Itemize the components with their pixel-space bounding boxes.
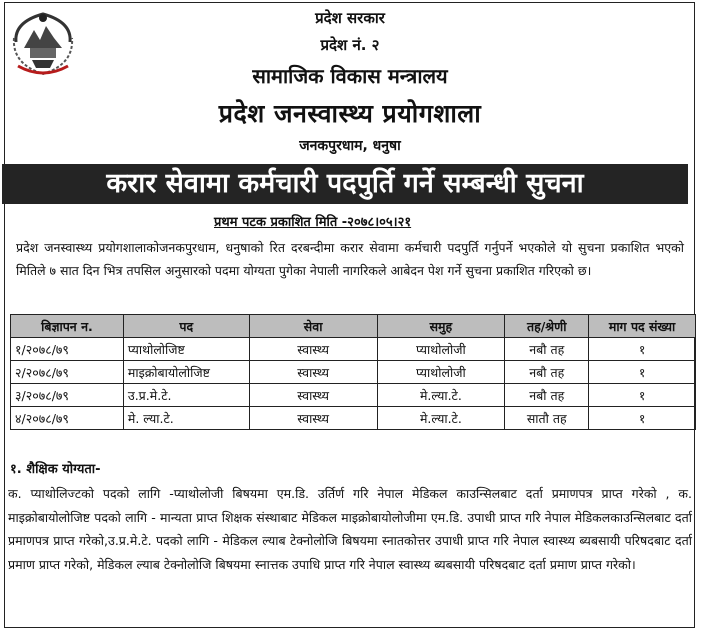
qualification-heading: १. शैक्षिक योग्यता- [10,462,101,477]
qualification-text: क. प्याथोलिज्टको पदको लागि -प्याथोलोजी बिषयमा एम.डि. उर्तिर्ण गरि नेपाल मेडिकल काउन्सिलबाट दर्ता प्रमाणपत्र प्राप्त गरेको , क. माइक्रोबायोलोजिष्ट पदको लागि - मान्यता प्राप्त शिक्षक संस्थाबाट मेडिकल माइक्रोबायोलोजीमा एम.डि. उपाधी प्राप्त गरि नेपाल मेडिकलकाउन्सिलबाट दर्ता प्रमाणपत्र प्राप्त गरेको,उ.प्र.मे.टे. पदको लागि - मेडिकल ल्याब टेक्नोलोजि बिषयमा स्नातकोत्तर उपाधी प्राप्त गरि नेपाल स्वास्थ्य ब्यबसायी परिषदबाट दर्ता प्रमाण प्राप्त गरेको, मेडिकल ल्याब टेक्नोलोजि बिषयमा स्नात्तक उपाधि प्राप्त गरि नेपाल स्वास्थ्य ब्यबसायी परिषदबाट दर्ता प्रमाण प्राप्त गरेको। [8,486,692,572]
cell-group: मे.ल्या.टे. [377,407,505,430]
cell-service: स्वास्थ्य [249,407,377,430]
published-date: प्रथम पटक प्रकाशित मिति -२०७८।०५।२१ [214,215,412,230]
cell-demand-count: १ [589,338,696,361]
header-line-2: प्रदेश नं. २ [320,36,380,54]
cell-service: स्वास्थ्य [249,338,377,361]
cell-post: माइक्रोबायोलोजिष्ट [123,361,249,384]
nepal-emblem-icon [10,8,76,78]
cell-group: प्याथोलोजी [377,361,505,384]
cell-service: स्वास्थ्य [249,361,377,384]
table-row [11,384,696,407]
vacancy-table [10,314,696,430]
cell-ad-number: २/२०७८/७९ [11,361,124,384]
cell-demand-count: १ [589,361,696,384]
table-row [11,338,696,361]
column-header-ad-number: बिज्ञापन न. [11,315,124,338]
cell-group: मे.ल्या.टे. [377,384,505,407]
cell-demand-count: १ [589,384,696,407]
cell-post: मे. ल्या.टे. [123,407,249,430]
table-header-row [11,315,696,338]
cell-level: नबौ तह [505,361,589,384]
cell-post: उ.प्र.मे.टे. [123,384,249,407]
column-header-level: तह/श्रेणी [505,315,589,338]
column-header-group: समुह [377,315,505,338]
intro-paragraph: प्रदेश जनस्वास्थ्य प्रयोगशालाकोजनकपुरधाम, धनुषाको रित दरबन्दीमा करार सेवामा कर्मचारी पदपुर्ति गर्नुपर्ने भएकोले यो सुचना प्रकाशित भएको मितिले ७ सात दिन भित्र तपसिल अनुसारको पदमा योग्यता पुगेका नेपाली नागरिकले आबेदन पेश गर्ने सुचना प्रकाशित गरिएको छ। [16,240,684,278]
cell-ad-number: ४/२०७८/७९ [11,407,124,430]
header-line-1: प्रदेश सरकार [315,9,385,27]
cell-service: स्वास्थ्य [249,384,377,407]
notice-title-banner: करार सेवामा कर्मचारी पदपुर्ति गर्ने सम्बन्धी सुचना [2,164,688,204]
ministry-name: सामाजिक विकास मन्त्रालय [252,64,448,88]
cell-level: सातौ तह [505,407,589,430]
cell-ad-number: ३/२०७८/७९ [11,384,124,407]
cell-level: नबौ तह [505,384,589,407]
table-row [11,361,696,384]
cell-group: प्याथोलोजी [377,338,505,361]
lab-name: प्रदेश जनस्वास्थ्य प्रयोगशाला [218,99,482,128]
location: जनकपुरधाम, धनुषा [299,138,401,154]
cell-ad-number: १/२०७८/७९ [11,338,124,361]
cell-post: प्याथोलोजिष्ट [123,338,249,361]
column-header-demand-count: माग पद संख्या [589,315,696,338]
table-row [11,407,696,430]
cell-demand-count: १ [589,407,696,430]
cell-level: नबौ तह [505,338,589,361]
column-header-service: सेवा [249,315,377,338]
column-header-post: पद [123,315,249,338]
